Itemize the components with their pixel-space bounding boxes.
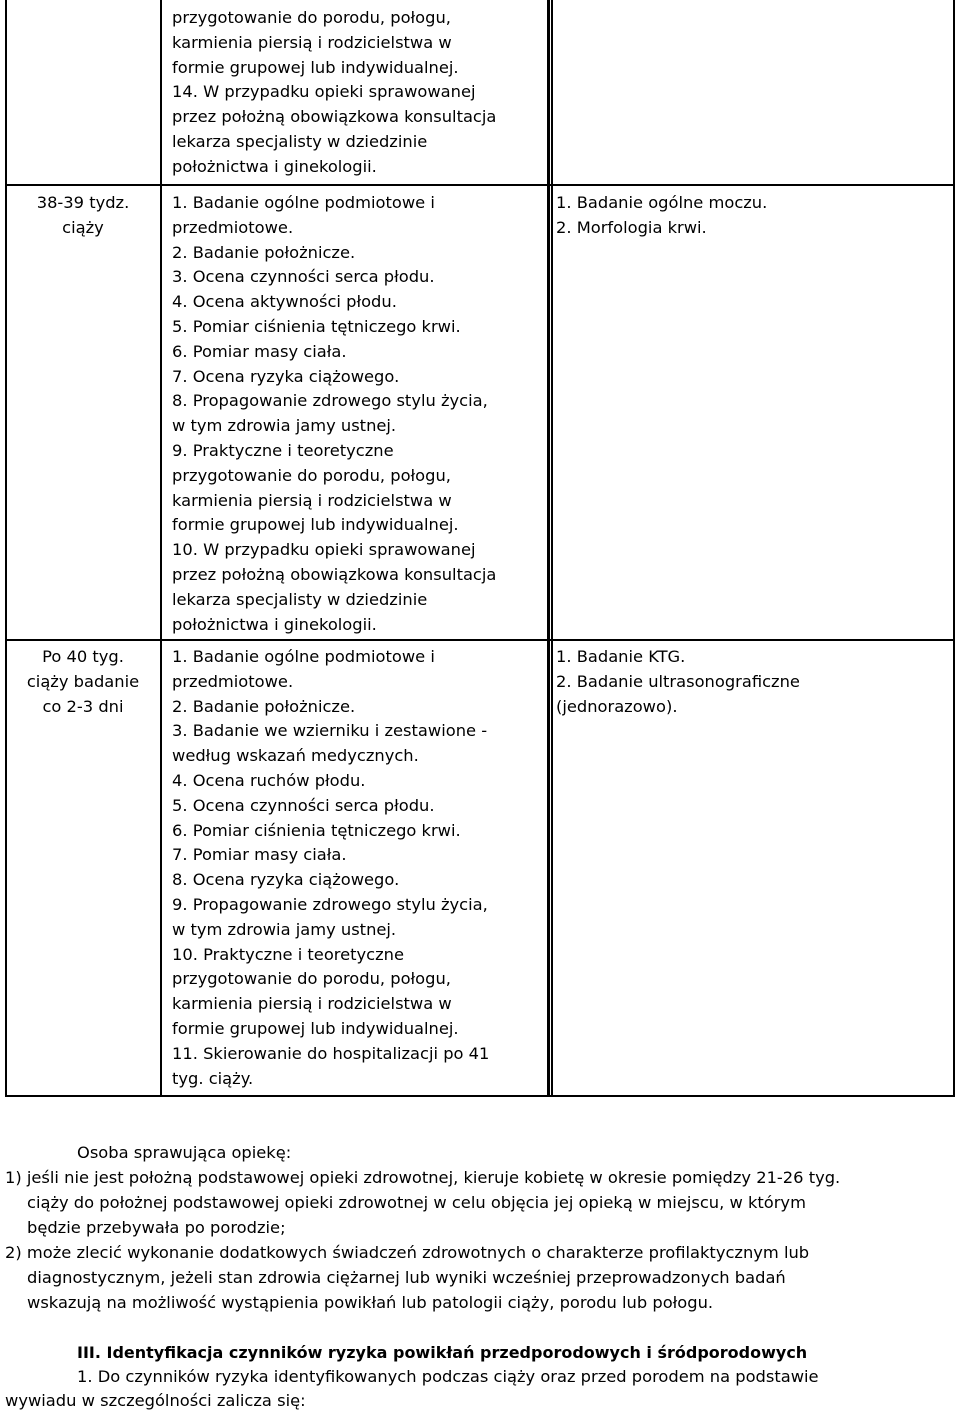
service-line: 3. Ocena czynności serca płodu.	[172, 267, 435, 287]
service-line: przygotowanie do porodu, połogu,	[172, 8, 451, 27]
row-separator-1	[5, 184, 955, 186]
table-border-col1	[160, 0, 162, 1097]
service-line: przedmiotowe.	[172, 671, 294, 691]
period-line: 38-39 tydz.	[36, 193, 130, 212]
service-line: formie grupowej lub indywidualnej.	[172, 1018, 459, 1038]
service-line: 1. Badanie ogólne podmiotowe i	[172, 193, 435, 212]
service-line: przygotowanie do porodu, połogu,	[172, 465, 451, 485]
service-line: 11. Skierowanie do hospitalizacji po 41	[172, 1043, 490, 1063]
service-line: położnictwa i ginekologii.	[172, 156, 377, 176]
service-line: karmienia piersią i rodzicielstwa w	[172, 32, 452, 52]
note-item-1-line: będzie przebywała po porodzie;	[27, 1218, 286, 1237]
row2-period	[14, 645, 152, 719]
test-line: (jednorazowo).	[556, 696, 678, 716]
service-line: 1. Badanie ogólne podmiotowe i	[172, 647, 435, 666]
row1-services	[172, 191, 496, 637]
table-border-right	[953, 0, 955, 1097]
table-border-col3	[548, 0, 550, 1097]
period-line: ciąży badanie	[26, 671, 140, 691]
service-line: 7. Ocena ryzyka ciążowego.	[172, 366, 400, 386]
service-line: 5. Pomiar ciśnienia tętniczego krwi.	[172, 316, 461, 336]
test-line: 2. Badanie ultrasonograficzne	[556, 671, 800, 691]
note-item-2-line: diagnostycznym, jeżeli stan zdrowia ciężarnej lub wyniki wcześniej przeprowadzonych badań	[27, 1268, 786, 1287]
service-line: karmienia piersią i rodzicielstwa w	[172, 994, 452, 1014]
period-line: ciąży	[62, 217, 104, 237]
service-line: 2. Badanie położnicze.	[172, 696, 356, 716]
service-line: 2. Badanie położnicze.	[172, 242, 356, 262]
note-item-1-line: ciąży do położnej podstawowej opieki zdrowotnej w celu objęcia jej opieką w miejscu, w którym	[27, 1193, 806, 1212]
table-border-col4	[551, 0, 553, 1097]
table-border-bottom	[5, 1095, 955, 1097]
service-line: położnictwa i ginekologii.	[172, 614, 377, 634]
row2-tests	[556, 645, 800, 719]
note-item-2-line: wskazują na możliwość wystąpienia powikłań lub patologii ciąży, porodu lub połogu.	[27, 1293, 714, 1312]
row1-tests	[556, 191, 767, 241]
note-item-1-line: 1) jeśli nie jest położną podstawowej opieki zdrowotnej, kieruje kobietę w okresie pomiędzy 21-26 tyg.	[5, 1168, 841, 1187]
test-line: 2. Morfologia krwi.	[556, 217, 707, 237]
service-line: formie grupowej lub indywidualnej.	[172, 57, 459, 77]
service-line: 4. Ocena ruchów płodu.	[172, 770, 366, 790]
service-line: 6. Pomiar ciśnienia tętniczego krwi.	[172, 820, 461, 840]
service-line: przygotowanie do porodu, połogu,	[172, 969, 451, 989]
period-line: Po 40 tyg.	[42, 647, 124, 666]
row2-services	[172, 645, 489, 1091]
service-line: 14. W przypadku opieki sprawowanej	[172, 82, 476, 102]
notes-intro: Osoba sprawująca opiekę:	[77, 1143, 292, 1162]
service-line: 5. Ocena czynności serca płodu.	[172, 795, 435, 815]
row-separator-2	[5, 639, 955, 641]
service-line: w tym zdrowia jamy ustnej.	[172, 919, 397, 939]
test-line: 1. Badanie KTG.	[556, 647, 686, 666]
service-line: lekarza specjalisty w dziedzinie	[172, 131, 428, 151]
service-line: według wskazań medycznych.	[172, 746, 419, 766]
row0-services	[172, 6, 496, 180]
service-line: 10. W przypadku opieki sprawowanej	[172, 540, 476, 560]
service-line: 10. Praktyczne i teoretyczne	[172, 944, 404, 964]
service-line: 7. Pomiar masy ciała.	[172, 845, 347, 865]
service-line: 9. Praktyczne i teoretyczne	[172, 440, 394, 460]
service-line: przez położną obowiązkowa konsultacja	[172, 107, 497, 127]
service-line: przedmiotowe.	[172, 217, 294, 237]
service-line: karmienia piersią i rodzicielstwa w	[172, 490, 452, 510]
service-line: formie grupowej lub indywidualnej.	[172, 515, 459, 535]
test-line: 1. Badanie ogólne moczu.	[556, 193, 768, 212]
service-line: lekarza specjalisty w dziedzinie	[172, 589, 428, 609]
section-text-line: 1. Do czynników ryzyka identyfikowanych podczas ciąży oraz przed porodem na podstawie	[77, 1367, 819, 1386]
period-line: co 2-3 dni	[42, 696, 124, 716]
section-heading: III. Identyfikacja czynników ryzyka powikłań przedporodowych i śródporodowych	[77, 1343, 808, 1362]
service-line: 8. Ocena ryzyka ciążowego.	[172, 870, 400, 890]
row1-period	[14, 191, 152, 241]
service-line: 6. Pomiar masy ciała.	[172, 341, 347, 361]
service-line: tyg. ciąży.	[172, 1068, 254, 1088]
service-line: przez położną obowiązkowa konsultacja	[172, 564, 497, 584]
service-line: w tym zdrowia jamy ustnej.	[172, 416, 397, 436]
service-line: 9. Propagowanie zdrowego stylu życia,	[172, 894, 488, 914]
table-border-left	[5, 0, 7, 1097]
service-line: 8. Propagowanie zdrowego stylu życia,	[172, 391, 488, 411]
service-line: 4. Ocena aktywności płodu.	[172, 292, 397, 312]
note-item-2-line: 2) może zlecić wykonanie dodatkowych świadczeń zdrowotnych o charakterze profilaktycznym lub	[5, 1243, 810, 1262]
service-line: 3. Badanie we wzierniku i zestawione -	[172, 721, 488, 741]
section-text-line: wywiadu w szczególności zalicza się:	[5, 1391, 306, 1410]
